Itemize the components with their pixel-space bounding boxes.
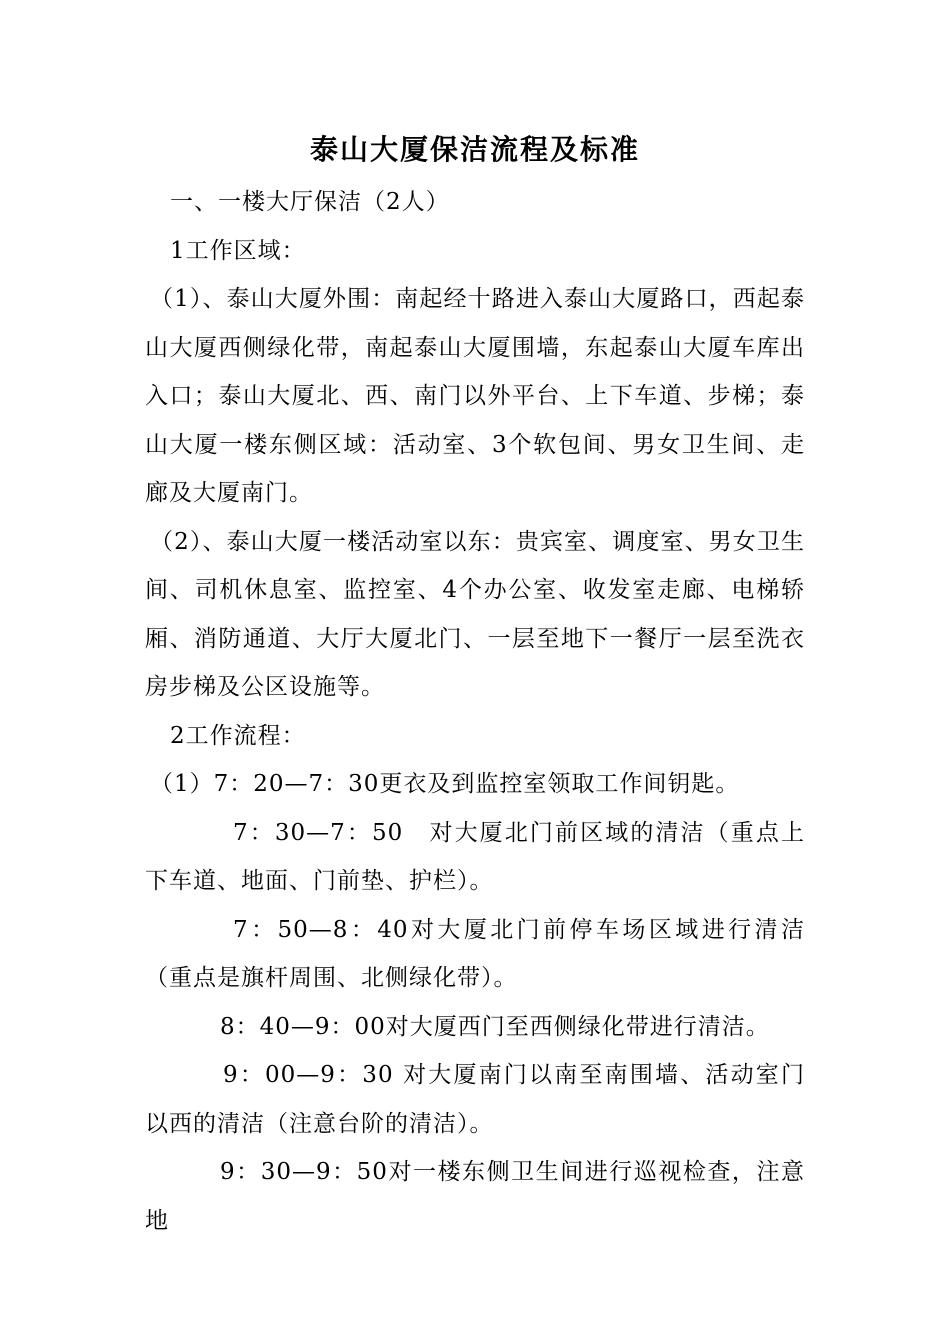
document-title: 泰山大厦保洁流程及标准 (309, 133, 640, 166)
paragraph-work-area-2: （2）、泰山大厦一楼活动室以东：贵宾室、调度室、男女卫生间、司机休息室、监控室、4个办公室、收发室走廊、电梯轿厢、消防通道、大厅大厦北门、一层至地下一餐厅一层至洗衣房步梯及公区设施等。 (145, 528, 805, 700)
subheading-work-area: 1工作区域： (170, 237, 306, 264)
schedule-item-0900: 9：00—9：30 对大厦南门以南至南围墙、活动室门以西的清洁（注意台阶的清洁）。 (145, 1062, 805, 1137)
schedule-item-0720: （1）7：20—7：30更衣及到监控室领取工作间钥匙。 (150, 771, 740, 797)
subheading-work-process: 2工作流程： (170, 722, 306, 749)
schedule-item-0840: 8：40—9：00对大厦西门至西侧绿化带进行清洁。 (220, 1013, 770, 1040)
document-body (145, 178, 805, 1245)
section-heading-lobby-cleaning: 一、一楼大厅保洁（2人） (170, 189, 450, 215)
schedule-item-0930: 9：30—9：50对一楼东侧卫生间进行巡视检查，注意地 (145, 1159, 805, 1234)
schedule-item-0750: 7：50—8：40对大厦北门前停车场区域进行清洁（重点是旗杆周围、北侧绿化带）。 (145, 916, 805, 991)
schedule-item-0730: 7：30—7：50 对大厦北门前区域的清洁（重点上下车道、地面、门前垫、护栏）。 (145, 819, 805, 894)
paragraph-work-area-1: （1）、泰山大厦外围：南起经十路进入泰山大厦路口，西起泰山大厦西侧绿化带，南起泰山大厦围墙，东起泰山大厦车库出入口；泰山大厦北、西、南门以外平台、上下车道、步梯；泰山大厦一楼东侧区域：活动室、3个软包间、男女卫生间、走廊及大厦南门。 (145, 286, 805, 506)
